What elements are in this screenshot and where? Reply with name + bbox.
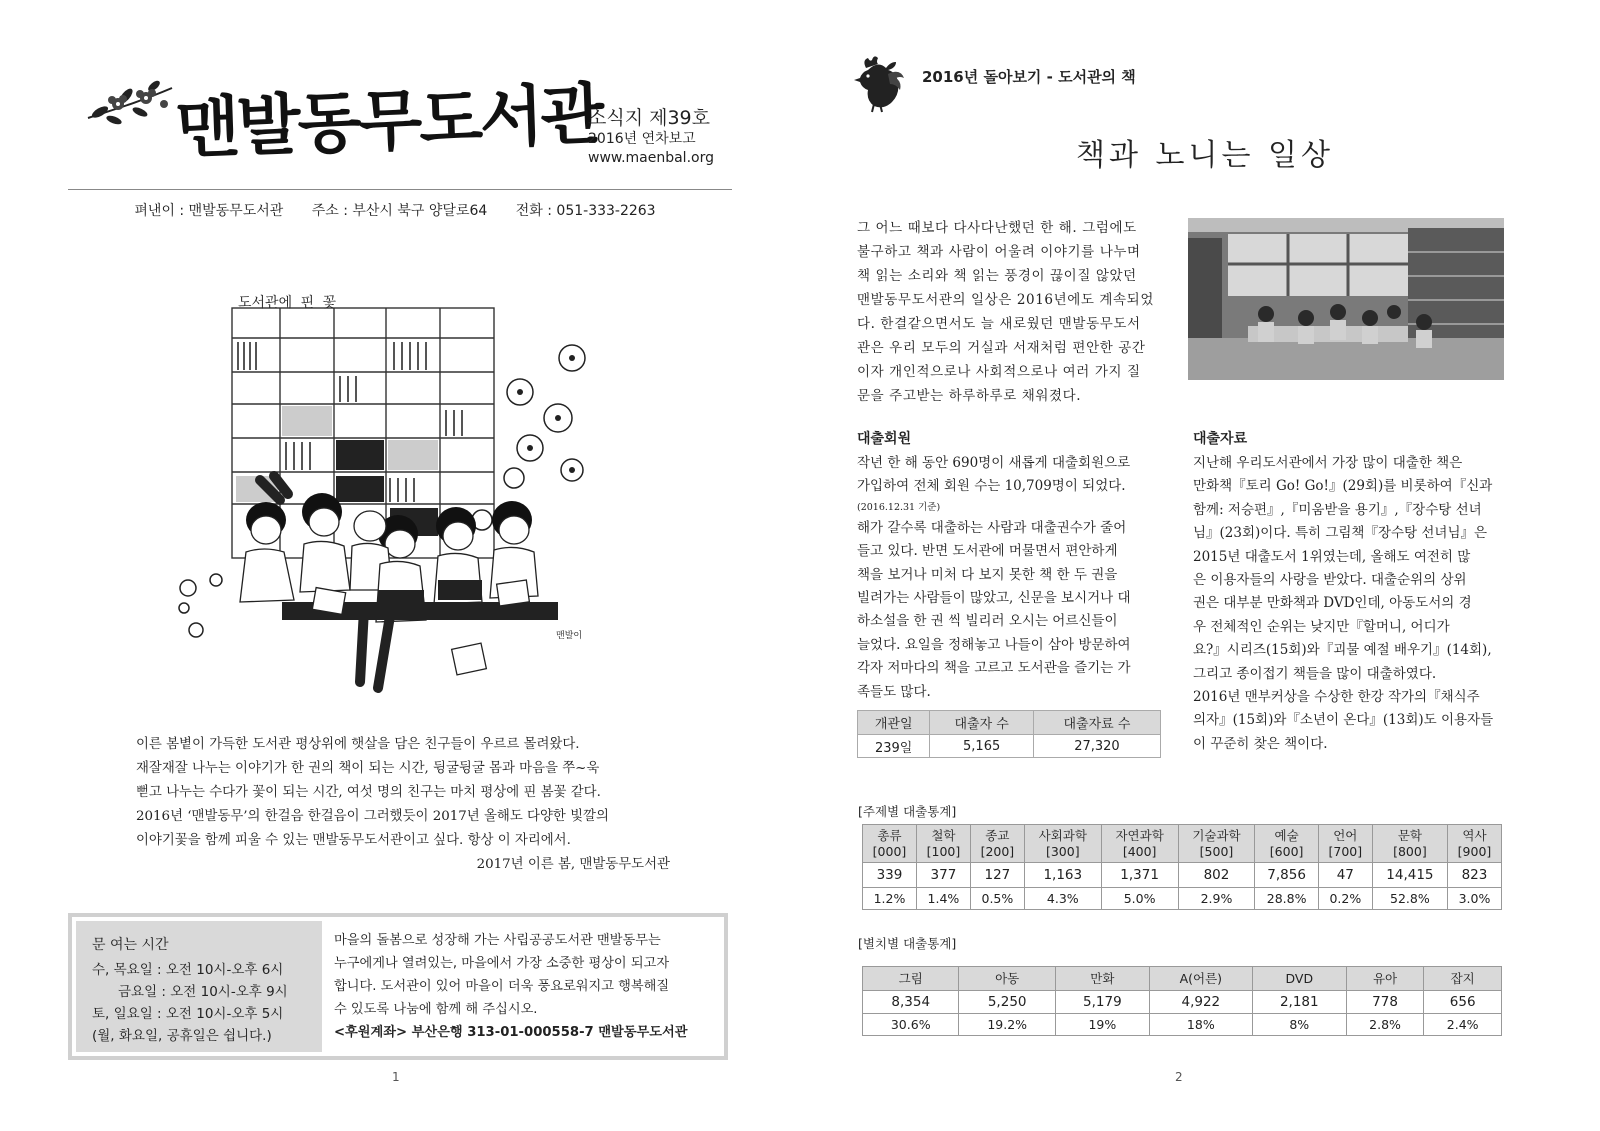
phone: 전화 : 051-333-2263 bbox=[515, 203, 656, 219]
table-header: 아동 bbox=[959, 967, 1055, 991]
table-cell: 52.8% bbox=[1372, 888, 1447, 910]
header-divider bbox=[68, 189, 732, 190]
table-cell: 3.0% bbox=[1447, 888, 1501, 910]
subject-name: 역사 bbox=[1462, 827, 1487, 843]
table-header: 만화 bbox=[1055, 967, 1149, 991]
table-cell: 127 bbox=[970, 863, 1024, 888]
table-header: 대출자 수 bbox=[930, 711, 1034, 735]
members-line: 가입하여 전체 회원 수는 10,709명이 되었다. bbox=[857, 478, 1126, 495]
table-cell: 5.0% bbox=[1101, 888, 1178, 910]
hours-line: 금요일 : 오전 10시-오후 9시 bbox=[118, 984, 288, 1000]
table-header: 그림 bbox=[863, 967, 959, 991]
table-cell: 2,181 bbox=[1252, 991, 1346, 1014]
hours-donation-box bbox=[68, 913, 728, 1060]
lead-line: 불구하고 책과 사람이 어울려 이야기를 나누며 bbox=[857, 244, 1141, 260]
table-header bbox=[916, 825, 970, 863]
table-cell: 19% bbox=[1055, 1014, 1149, 1036]
table-cell: 0.2% bbox=[1318, 888, 1372, 910]
intro-line: 재잘재잘 나누는 이야기가 한 권의 책이 되는 시간, 뒹굴뒹굴 몸과 마음을 쭈~욱 bbox=[136, 761, 600, 776]
members-line: 들고 있다. 반면 도서관에 머물면서 편안하게 bbox=[857, 543, 1118, 560]
publisher: 펴낸이 : 맨발동무도서관 bbox=[134, 203, 284, 219]
lead-line: 이자 개인적으로나 사회적으로나 여러 가지 질 bbox=[857, 364, 1141, 380]
table-cell: 19.2% bbox=[959, 1014, 1055, 1036]
members-line: 족들도 많다. bbox=[857, 683, 931, 700]
materials-section bbox=[1193, 428, 1509, 756]
page-number: 2 bbox=[1175, 1070, 1183, 1084]
table-cell: 47 bbox=[1318, 863, 1372, 888]
subject-name: 철학 bbox=[931, 827, 956, 843]
table-cell: 5,250 bbox=[959, 991, 1055, 1014]
table-header bbox=[863, 825, 917, 863]
table-header: 유아 bbox=[1346, 967, 1424, 991]
website-url: www.maenbal.org bbox=[588, 150, 714, 166]
subject-name: 언어 bbox=[1333, 827, 1358, 843]
donation-line: 수 있도록 나눔에 함께 해 주십시오. bbox=[334, 1002, 538, 1017]
subject-name: 기술과학 bbox=[1192, 827, 1241, 843]
lead-line: 맨발동무도서관의 일상은 2016년에도 계속되었 bbox=[857, 292, 1154, 308]
intro-line: 뻗고 나누는 수다가 꽃이 되는 시간, 여섯 명의 친구는 마치 평상에 핀 봄꽃 같다. bbox=[136, 785, 601, 800]
table-cell: 5,179 bbox=[1055, 991, 1149, 1014]
table-header: 잡지 bbox=[1424, 967, 1502, 991]
table-header bbox=[1372, 825, 1447, 863]
table-cell: 27,320 bbox=[1033, 735, 1160, 758]
table-cell: 1,163 bbox=[1024, 863, 1101, 888]
subject-name: 총류 bbox=[877, 827, 902, 843]
subject-code: [000] bbox=[872, 843, 907, 859]
table-cell: 0.5% bbox=[970, 888, 1024, 910]
members-line: 늘었다. 요일을 정해놓고 나들이 삼아 방문하여 bbox=[857, 636, 1131, 653]
materials-line: 그리고 종이접기 책들을 많이 대출하였다. bbox=[1193, 665, 1437, 682]
masthead-title: 맨발동무도서관 bbox=[174, 74, 603, 168]
table-cell: 28.8% bbox=[1255, 888, 1318, 910]
subject-name: 사회과학 bbox=[1038, 827, 1087, 843]
opening-hours bbox=[76, 921, 322, 1052]
table-header: 대출자료 수 bbox=[1033, 711, 1160, 735]
table-cell: 2.9% bbox=[1178, 888, 1255, 910]
materials-line: 이 꾸준히 찾은 책이다. bbox=[1193, 735, 1328, 752]
table-header: DVD bbox=[1252, 967, 1346, 991]
subject-code: [800] bbox=[1393, 843, 1427, 859]
table-cell: 656 bbox=[1424, 991, 1502, 1014]
summary-table bbox=[857, 710, 1161, 758]
members-line: 하소설을 한 권 씩 빌리러 오시는 어르신들이 bbox=[857, 613, 1118, 630]
issue-title: 소식지 제39호 bbox=[588, 107, 710, 129]
page-number: 1 bbox=[392, 1070, 400, 1084]
materials-line: 우 전체적인 순위는 낮지만『할머니, 어디가 bbox=[1193, 618, 1450, 635]
table-cell: 802 bbox=[1178, 863, 1255, 888]
members-line: 작년 한 해 동안 690명이 새롭게 대출회원으로 bbox=[857, 455, 1131, 471]
flower-logo-icon bbox=[82, 74, 178, 130]
lead-line: 문을 주고받는 하루하루로 채워졌다. bbox=[857, 388, 1082, 404]
table-cell: 8% bbox=[1252, 1014, 1346, 1036]
materials-line: 은 이용자들의 사랑을 받았다. 대출순위의 상위 bbox=[1193, 572, 1467, 589]
table-header bbox=[1255, 825, 1318, 863]
subject-stats-label: [주제별 대출통계] bbox=[858, 804, 957, 819]
table-header bbox=[970, 825, 1024, 863]
issue-subtitle: 2016년 연차보고 bbox=[588, 131, 696, 147]
materials-line: 지난해 우리도서관에서 가장 많이 대출한 책은 bbox=[1193, 455, 1463, 471]
table-cell: 8,354 bbox=[863, 991, 959, 1014]
members-note: (2016.12.31 기준) bbox=[857, 501, 941, 513]
materials-line: 권은 대부분 만화책과 DVD인데, 아동도서의 경 bbox=[1193, 595, 1472, 612]
table-cell: 2.8% bbox=[1346, 1014, 1424, 1036]
page-right bbox=[810, 0, 1600, 1131]
table-cell: 377 bbox=[916, 863, 970, 888]
intro-line: 이야기꽃을 함께 피울 수 있는 맨발동무도서관이고 싶다. 항상 이 자리에서. bbox=[136, 833, 571, 848]
table-header bbox=[1318, 825, 1372, 863]
materials-line: 함께: 저승편』,『미움받을 용기』,『장수탕 선녀 bbox=[1193, 501, 1482, 518]
subject-name: 종교 bbox=[985, 827, 1010, 843]
table-cell: 5,165 bbox=[930, 735, 1034, 758]
table-header bbox=[1024, 825, 1101, 863]
members-line: 책을 보거나 미처 다 보지 못한 책 한 두 권을 bbox=[857, 566, 1118, 583]
materials-heading: 대출자료 bbox=[1193, 431, 1248, 447]
materials-line: 님』(23회)이다. 특히 그림책『장수탕 선녀님』은 bbox=[1193, 525, 1488, 542]
subject-code: [100] bbox=[926, 843, 961, 859]
materials-line: 만화책『토리 Go! Go!』(29회)를 비롯하여『신과 bbox=[1193, 478, 1493, 495]
materials-line: 요?』시리즈(15회)와『괴물 예절 배우기』(14회), bbox=[1193, 642, 1492, 659]
donation-line: 합니다. 도서관이 있어 마을이 더욱 풍요로워지고 행복해질 bbox=[334, 979, 670, 994]
subject-code: [700] bbox=[1328, 843, 1363, 859]
donation-line: 마을의 돌봄으로 성장해 가는 사립공공도서관 맨발동무는 bbox=[334, 933, 661, 948]
members-line: 해가 갈수록 대출하는 사람과 대출권수가 줄어 bbox=[857, 519, 1127, 536]
materials-line: 의자』(15회)와『소년이 온다』(13회)도 이용자들 bbox=[1193, 712, 1494, 729]
artist-signature: 맨발이 bbox=[556, 631, 583, 641]
address: 주소 : 부산시 북구 양달로64 bbox=[311, 203, 488, 219]
subject-name: 자연과학 bbox=[1115, 827, 1164, 843]
subject-code: [400] bbox=[1122, 843, 1157, 859]
donation-account: <후원계좌> 부산은행 313-01-000558-7 맨발동무도서관 bbox=[334, 1025, 688, 1040]
rooster-icon bbox=[848, 54, 908, 114]
subject-name: 예술 bbox=[1274, 827, 1299, 843]
subject-code: [500] bbox=[1199, 843, 1234, 859]
subject-stats-table bbox=[862, 824, 1502, 910]
article-title: 책과 노니는 일상 bbox=[1076, 138, 1334, 173]
table-cell: 339 bbox=[863, 863, 917, 888]
table-header: A(어른) bbox=[1149, 967, 1252, 991]
hours-line: (월, 화요일, 공휴일은 쉽니다.) bbox=[92, 1028, 272, 1044]
materials-line: 2016년 맨부커상을 수상한 한강 작가의『채식주 bbox=[1193, 689, 1480, 706]
publisher-info bbox=[0, 200, 790, 220]
subject-code: [900] bbox=[1457, 843, 1492, 859]
illustration-caption: 도서관에 핀 꽃 bbox=[238, 295, 337, 311]
table-cell: 7,856 bbox=[1255, 863, 1318, 888]
type-stats-table bbox=[862, 966, 1502, 1036]
lead-line: 관은 우리 모두의 거실과 서재처럼 편안한 공간 bbox=[857, 340, 1146, 356]
section-label: 2016년 돌아보기 - 도서관의 책 bbox=[922, 68, 1136, 86]
subject-code: [300] bbox=[1045, 843, 1080, 859]
type-stats-label: [별치별 대출통계] bbox=[858, 936, 957, 951]
table-cell: 2.4% bbox=[1424, 1014, 1502, 1036]
members-line: 빌려가는 사람들이 많았고, 신문을 보시거나 대 bbox=[857, 590, 1131, 607]
hours-line: 토, 일요일 : 오전 10시-오후 5시 bbox=[92, 1006, 284, 1022]
table-cell: 4.3% bbox=[1024, 888, 1101, 910]
table-header: 개관일 bbox=[858, 711, 930, 735]
table-cell: 1,371 bbox=[1101, 863, 1178, 888]
subject-code: [200] bbox=[980, 843, 1015, 859]
members-line: 각자 저마다의 책을 고르고 도서관을 즐기는 가 bbox=[857, 660, 1131, 677]
table-cell: 14,415 bbox=[1372, 863, 1447, 888]
table-cell: 4,922 bbox=[1149, 991, 1252, 1014]
table-cell: 30.6% bbox=[863, 1014, 959, 1036]
intro-text bbox=[136, 733, 676, 877]
table-cell: 239일 bbox=[858, 735, 930, 758]
subject-code: [600] bbox=[1269, 843, 1304, 859]
page-left bbox=[0, 0, 790, 1131]
table-cell: 1.2% bbox=[863, 888, 917, 910]
members-heading: 대출회원 bbox=[857, 431, 912, 447]
lead-paragraph bbox=[857, 216, 1175, 408]
subject-name: 문학 bbox=[1397, 827, 1422, 843]
lead-line: 그 어느 때보다 다사다난했던 한 해. 그럼에도 bbox=[857, 220, 1137, 236]
issue-info bbox=[588, 106, 738, 168]
table-cell: 18% bbox=[1149, 1014, 1252, 1036]
lead-line: 다. 한결같으면서도 늘 새로웠던 맨발동무도서 bbox=[857, 316, 1141, 332]
illustration bbox=[164, 290, 624, 710]
intro-line: 2016년 ‘맨발동무’의 한걸음 한걸음이 그러했듯이 2017년 올해도 다양한 빛깔의 bbox=[136, 809, 609, 824]
intro-line: 이른 봄볕이 가득한 도서관 평상위에 햇살을 담은 친구들이 우르르 몰려왔다. bbox=[136, 737, 580, 752]
table-header bbox=[1101, 825, 1178, 863]
hours-title: 문 여는 시간 bbox=[92, 937, 169, 953]
lead-line: 책 읽는 소리와 책 읽는 풍경이 끊이질 않았던 bbox=[857, 268, 1137, 284]
table-header bbox=[1178, 825, 1255, 863]
table-cell: 1.4% bbox=[916, 888, 970, 910]
table-cell: 778 bbox=[1346, 991, 1424, 1014]
donation-line: 누구에게나 열려있는, 마을에서 가장 소중한 평상이 되고자 bbox=[334, 956, 670, 971]
materials-line: 2015년 대출도서 1위였는데, 올해도 여전히 많 bbox=[1193, 548, 1471, 565]
donation-appeal bbox=[334, 929, 718, 1044]
library-photo bbox=[1188, 218, 1504, 380]
hours-line: 수, 목요일 : 오전 10시-오후 6시 bbox=[92, 962, 284, 978]
table-cell: 823 bbox=[1447, 863, 1501, 888]
table-header bbox=[1447, 825, 1501, 863]
intro-signature: 2017년 이른 봄, 맨발동무도서관 bbox=[476, 857, 670, 872]
members-section bbox=[857, 428, 1173, 704]
